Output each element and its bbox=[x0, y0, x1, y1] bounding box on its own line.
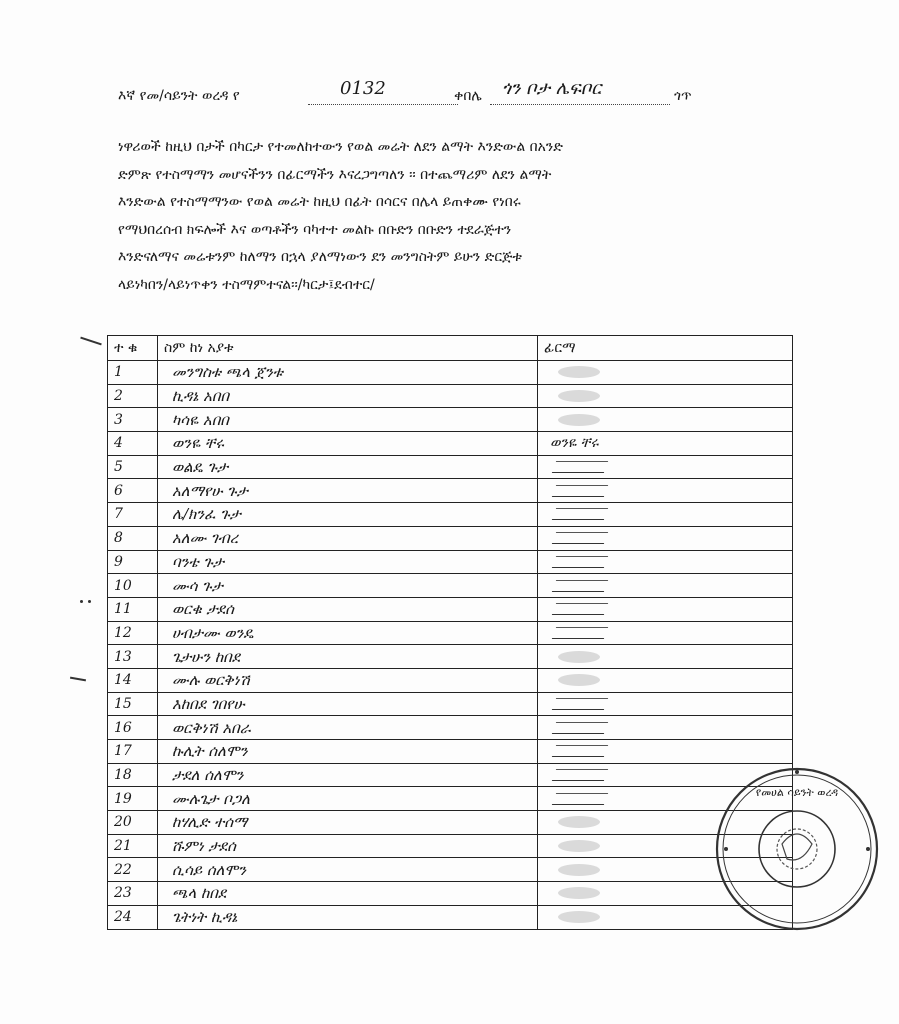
kebele-label: ቀበሌ bbox=[454, 88, 482, 104]
row-name: ከሃሊድ ተሰማ bbox=[158, 811, 538, 835]
fingerprint-mark bbox=[558, 390, 600, 402]
row-number: 5 bbox=[108, 455, 158, 479]
table-row bbox=[108, 384, 793, 408]
signature-scribble bbox=[552, 745, 608, 757]
paragraph-line: የማህበረሰብ ክፍሎች እና ወጣቶችን ባካተተ መልኩ በቡድን በቡድን ተደራጅተን bbox=[118, 221, 512, 238]
row-name: ሲሳይ ሰለሞን bbox=[158, 858, 538, 882]
row-name: ጫላ ከበደ bbox=[158, 882, 538, 906]
paragraph-line: እንድውል የተስማማንው የወል መሬት ከዚህ በፊት በሳርና በሌላ ይጠቀሙ የነበሩ bbox=[118, 194, 521, 210]
row-name: ሌ/ክንፈ ጉታ bbox=[158, 503, 538, 527]
signature-scribble bbox=[552, 722, 608, 734]
table-row bbox=[108, 740, 793, 764]
row-signature bbox=[538, 503, 793, 527]
header-prefix: እኛ የመ/ሳይንት ወረዳ የ bbox=[118, 88, 240, 104]
signature-scribble bbox=[552, 603, 608, 615]
table-row bbox=[108, 361, 793, 385]
row-number: 12 bbox=[108, 621, 158, 645]
table-row bbox=[108, 645, 793, 669]
table-row bbox=[108, 716, 793, 740]
margin-mark bbox=[70, 677, 86, 682]
margin-mark bbox=[80, 337, 102, 346]
margin-dot bbox=[88, 600, 91, 603]
row-signature bbox=[538, 621, 793, 645]
table-row bbox=[108, 574, 793, 598]
row-signature bbox=[538, 692, 793, 716]
row-name: ኪዳኔ አበበ bbox=[158, 384, 538, 408]
signature-scribble bbox=[552, 580, 608, 592]
row-name: ወርቅነሽ አበራ bbox=[158, 716, 538, 740]
got-name-handwritten: ጎን ቦታ ሌፍቦር bbox=[502, 78, 602, 99]
row-signature bbox=[538, 716, 793, 740]
row-signature bbox=[538, 408, 793, 432]
table-row bbox=[108, 479, 793, 503]
row-number: 7 bbox=[108, 503, 158, 527]
row-name: ሙሉ ወርቅነሽ bbox=[158, 668, 538, 692]
row-number: 10 bbox=[108, 574, 158, 598]
table-row bbox=[108, 834, 793, 858]
row-signature bbox=[538, 361, 793, 385]
row-name: ወርቁ ታደሰ bbox=[158, 597, 538, 621]
signature-scribble bbox=[552, 532, 608, 544]
table-row bbox=[108, 905, 793, 929]
table-row bbox=[108, 432, 793, 456]
row-name: አለሙ ገብረ bbox=[158, 526, 538, 550]
signature-scribble bbox=[552, 793, 608, 805]
table-row bbox=[108, 455, 793, 479]
header-suffix: ጎጥ bbox=[674, 88, 692, 104]
signature-scribble bbox=[552, 461, 608, 473]
row-name: ወልዴ ጉታ bbox=[158, 455, 538, 479]
row-signature bbox=[538, 574, 793, 598]
column-header-number: ተ ቁ bbox=[108, 336, 158, 361]
paragraph-line: ላይነካበን/ላይነጥቀን ተስማምተናል፡፡/ካርታ፤ደብተር/ bbox=[118, 276, 375, 293]
paragraph-line: እንድናለማና መሬቱንም ከለማን በኋላ ያለማነውን ደን መንግስትም ይሁን ድርጅቱ bbox=[118, 249, 522, 265]
signature-table bbox=[107, 335, 793, 930]
paragraph-line: ነዋሪወች ከዚህ በታች በካርታ የተመለከተውን የወል መሬት ለደን ልማት እንድውል በአንድ bbox=[118, 139, 563, 155]
row-name: ወንዬ ቸሩ bbox=[158, 432, 538, 456]
signature-scribble bbox=[552, 485, 608, 497]
kebele-dotted-line bbox=[308, 104, 458, 105]
table-row bbox=[108, 408, 793, 432]
row-name: ሙሳ ጉታ bbox=[158, 574, 538, 598]
row-name: ጌታሁን ከበደ bbox=[158, 645, 538, 669]
signature-scribble bbox=[552, 556, 608, 568]
paragraph-line: ድምጽ የተስማማን መሆናችንን በፊርማችን እናረጋግጣለን ፡፡ በተጨማሪም ለደን ልማት bbox=[118, 166, 552, 183]
row-signature bbox=[538, 597, 793, 621]
got-dotted-line bbox=[490, 104, 670, 105]
table-row bbox=[108, 621, 793, 645]
row-name: መንግስቱ ጫላ ጀንቱ bbox=[158, 361, 538, 385]
row-number: 22 bbox=[108, 858, 158, 882]
signature-scribble bbox=[552, 627, 608, 639]
row-number: 14 bbox=[108, 668, 158, 692]
fingerprint-mark bbox=[558, 840, 600, 852]
row-number: 1 bbox=[108, 361, 158, 385]
row-signature bbox=[538, 668, 793, 692]
row-number: 13 bbox=[108, 645, 158, 669]
row-number: 24 bbox=[108, 905, 158, 929]
row-number: 19 bbox=[108, 787, 158, 811]
row-name: ኩሊት ሰለሞን bbox=[158, 740, 538, 764]
table-row bbox=[108, 763, 793, 787]
row-signature bbox=[538, 479, 793, 503]
column-header-name: ስም ከነ አያቱ bbox=[158, 336, 538, 361]
row-signature bbox=[538, 740, 793, 764]
stamp-text: የመሀል ሳይንት ወረዳ bbox=[755, 786, 839, 799]
row-number: 6 bbox=[108, 479, 158, 503]
row-signature bbox=[538, 526, 793, 550]
fingerprint-mark bbox=[558, 674, 600, 686]
row-signature bbox=[538, 384, 793, 408]
row-name: ካሳዬ አበበ bbox=[158, 408, 538, 432]
row-name: ሀብታሙ ወንዴ bbox=[158, 621, 538, 645]
agreement-paragraph bbox=[118, 134, 808, 299]
column-header-signature: ፊርማ bbox=[538, 336, 793, 361]
row-number: 18 bbox=[108, 763, 158, 787]
signature-scribble bbox=[552, 698, 608, 710]
fingerprint-mark bbox=[558, 816, 600, 828]
row-signature bbox=[538, 432, 793, 456]
fingerprint-mark bbox=[558, 651, 600, 663]
row-name: አለማየሁ ጉታ bbox=[158, 479, 538, 503]
row-number: 17 bbox=[108, 740, 158, 764]
row-number: 20 bbox=[108, 811, 158, 835]
fingerprint-mark bbox=[558, 911, 600, 923]
table-row bbox=[108, 503, 793, 527]
row-number: 16 bbox=[108, 716, 158, 740]
table-row bbox=[108, 811, 793, 835]
signature-scribble bbox=[552, 769, 608, 781]
signature-text: ወንዬ ቸሩ bbox=[550, 435, 599, 452]
row-name: ሙሉጌታ ቦጋለ bbox=[158, 787, 538, 811]
row-name: ባንቴ ጉታ bbox=[158, 550, 538, 574]
row-number: 15 bbox=[108, 692, 158, 716]
kebele-name-handwritten: 0132 bbox=[340, 78, 386, 99]
table-row bbox=[108, 882, 793, 906]
fingerprint-mark bbox=[558, 366, 600, 378]
row-name: ታደለ ሰለሞን bbox=[158, 763, 538, 787]
row-name: ሹምነ ታደሰ bbox=[158, 834, 538, 858]
header-line bbox=[118, 78, 718, 110]
table-header-row bbox=[108, 336, 793, 361]
table-row bbox=[108, 692, 793, 716]
table-row bbox=[108, 787, 793, 811]
row-number: 3 bbox=[108, 408, 158, 432]
official-stamp bbox=[712, 764, 882, 934]
table-row bbox=[108, 858, 793, 882]
table-row bbox=[108, 526, 793, 550]
row-number: 21 bbox=[108, 834, 158, 858]
row-name: እከበደ ገበየሁ bbox=[158, 692, 538, 716]
row-number: 8 bbox=[108, 526, 158, 550]
table-row bbox=[108, 597, 793, 621]
row-number: 9 bbox=[108, 550, 158, 574]
row-signature bbox=[538, 645, 793, 669]
row-number: 4 bbox=[108, 432, 158, 456]
row-number: 23 bbox=[108, 882, 158, 906]
fingerprint-mark bbox=[558, 887, 600, 899]
row-number: 11 bbox=[108, 597, 158, 621]
table-row bbox=[108, 550, 793, 574]
signature-scribble bbox=[552, 508, 608, 520]
row-signature bbox=[538, 455, 793, 479]
fingerprint-mark bbox=[558, 864, 600, 876]
margin-dot bbox=[80, 600, 83, 603]
row-number: 2 bbox=[108, 384, 158, 408]
table-row bbox=[108, 668, 793, 692]
row-signature bbox=[538, 550, 793, 574]
fingerprint-mark bbox=[558, 414, 600, 426]
row-name: ጌትነት ኪዳኔ bbox=[158, 905, 538, 929]
